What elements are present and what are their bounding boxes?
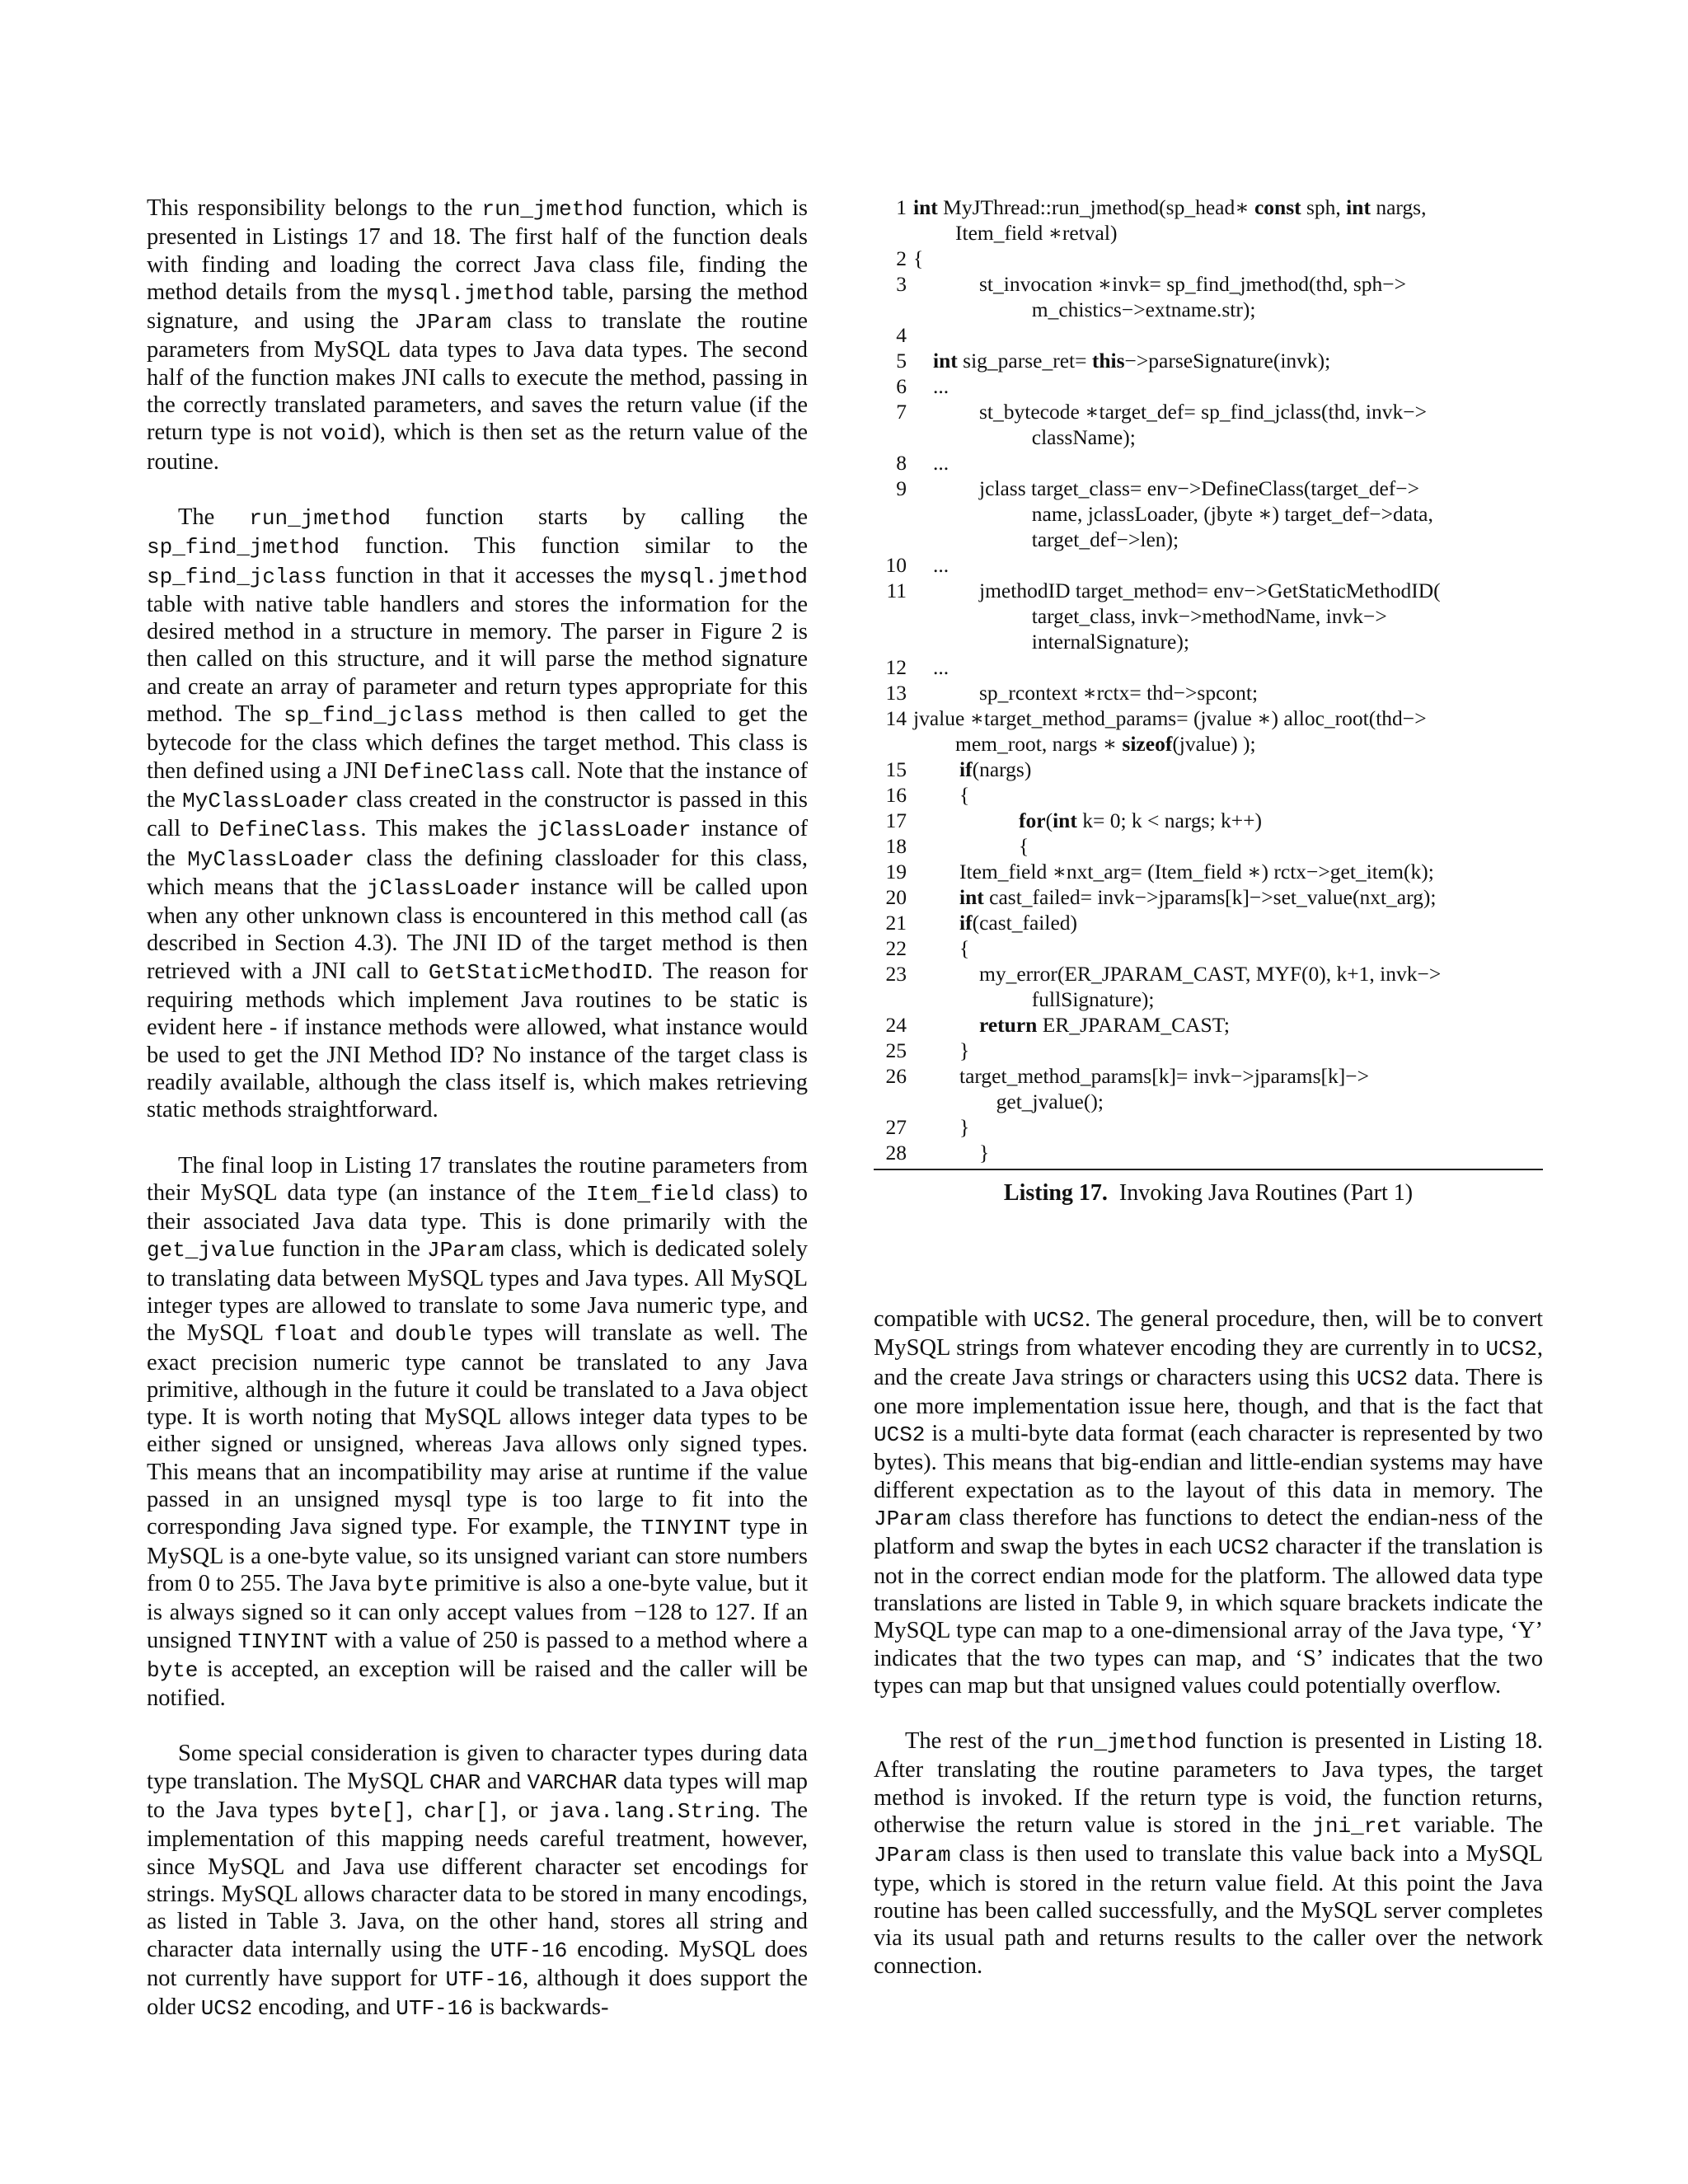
line-number: 14 <box>885 706 907 730</box>
inline-code: byte[] <box>329 1799 407 1825</box>
line-number: 18 <box>885 834 907 858</box>
code-line <box>874 373 1543 399</box>
right-column <box>874 194 1543 2008</box>
code-text: } <box>979 1141 990 1165</box>
code-line <box>874 271 1543 322</box>
code-text: sp_rcontext ∗rctx= thd−>spcont; <box>979 681 1259 705</box>
code-text: ... <box>933 553 950 577</box>
code-text: } <box>959 1115 970 1139</box>
inline-code: MyClassLoader <box>182 788 349 813</box>
code-text: } <box>959 1038 970 1062</box>
inline-code: jClassLoader <box>366 875 521 901</box>
code-text: jclass target_class= env−>DefineClass(target_def−> name, jclassLoader, (jbyte ∗) target_def−>data, target_def−>len); <box>979 476 1433 551</box>
line-number: 28 <box>885 1141 907 1165</box>
inline-code: MyClassLoader <box>187 846 355 872</box>
code-line <box>874 1012 1543 1038</box>
code-line <box>874 1063 1543 1114</box>
line-number: 17 <box>885 808 907 832</box>
inline-code: sp_find_jclass <box>147 564 327 589</box>
line-number: 3 <box>896 272 907 296</box>
line-number: 15 <box>885 757 907 781</box>
inline-code: JParam <box>874 1843 951 1868</box>
line-number: 22 <box>885 936 907 960</box>
inline-code: mysql.jmethod <box>640 564 808 589</box>
line-number: 19 <box>885 860 907 883</box>
inline-code: byte <box>377 1572 429 1597</box>
inline-code: char[] <box>424 1799 501 1825</box>
code-line <box>874 833 1543 859</box>
code-text: { <box>913 246 924 270</box>
code-text: jvalue ∗target_method_params= (jvalue ∗) alloc_root(thd−> mem_root, nargs ∗ sizeof(jvalue) ); <box>913 706 1427 756</box>
left-column <box>147 194 808 2050</box>
code-text <box>907 322 1543 348</box>
inline-code: Item_field <box>586 1181 715 1207</box>
line-number: 16 <box>885 783 907 807</box>
listing-caption-label: Listing 17. <box>1003 1180 1108 1206</box>
line-number: 21 <box>885 911 907 935</box>
line-number: 26 <box>885 1064 907 1088</box>
inline-code: jClassLoader <box>537 818 692 843</box>
code-text: st_bytecode ∗target_def= sp_find_jclass(thd, invk−> className); <box>979 400 1427 449</box>
code-line <box>874 1038 1543 1063</box>
code-line <box>874 246 1543 271</box>
code-line <box>874 680 1543 705</box>
inline-code: UCS2 <box>200 1996 253 2022</box>
inline-code: UCS2 <box>1485 1337 1537 1362</box>
code-text: ... <box>933 451 950 475</box>
code-line <box>874 1114 1543 1140</box>
listing-rule <box>874 1169 1543 1170</box>
code-text: ... <box>933 374 950 398</box>
code-text: { <box>959 936 970 960</box>
code-line <box>874 450 1543 476</box>
code-line <box>874 705 1543 757</box>
code-text: int cast_failed= invk−>jparams[k]−>set_value(nxt_arg); <box>959 885 1437 909</box>
line-number: 10 <box>885 553 907 577</box>
paragraph: Some special consideration is given to character types during data type translation. The MySQL CHAR and VARCHAR data types will map to the Java types byte[], char[], or java.lang.String. The implementation of this mapping needs careful treatment, however, since MySQL and Java use different character set encodings for strings. MySQL allows character data to be stored in many encodings, as listed in Table 3. Java, on the other hand, stores all string and character data internally using the UTF-16 encoding. MySQL does not currently have support for UTF-16, although it does support the older UCS2 encoding, and UTF-16 is backwards- <box>147 1741 808 2022</box>
inline-code: jni_ret <box>1312 1814 1403 1840</box>
code-line <box>874 654 1543 680</box>
inline-code: DefineClass <box>383 759 525 785</box>
code-line <box>874 808 1543 833</box>
paragraph: The rest of the run_jmethod function is presented in Listing 18. After translating the routine parameters to Java types, the target method is invoked. If the return type is void, the function returns, otherwise the return value is stored in the jni_ret variable. The JParam class is then used to translate this value back into a MySQL type, which is stored in the return value field. At this point the Java routine has been called successfully, and the MySQL server completes via its usual path and returns results to the caller over the network connection. <box>874 1728 1544 1979</box>
code-line <box>874 884 1543 910</box>
inline-code: VARCHAR <box>527 1769 617 1795</box>
code-line <box>874 782 1543 808</box>
inline-code: DefineClass <box>218 818 361 843</box>
inline-code: UTF-16 <box>445 1966 523 1992</box>
inline-code: get_jvalue <box>147 1238 276 1263</box>
inline-code: float <box>274 1322 339 1347</box>
inline-code: sp_find_jclass <box>284 703 464 729</box>
line-number: 6 <box>896 374 907 398</box>
listing-caption <box>874 1180 1543 1207</box>
inline-code: run_jmethod <box>481 197 624 222</box>
code-text: target_method_params[k]= invk−>jparams[k]−> get_jvalue(); <box>959 1064 1370 1113</box>
code-listing <box>874 194 1543 1165</box>
line-number: 27 <box>885 1115 907 1139</box>
paragraph: This responsibility belongs to the run_jmethod function, which is presented in Listings 17 and 18. The first half of the function deals with finding and loading the correct Java class file, finding the method details from the mysql.jmethod table, parsing the method signature, and using the JParam class to translate the routine parameters from MySQL data types to Java data types. The second half of the function makes JNI calls to execute the method, passing in the correctly translated parameters, and saves the return value (if the return type is not void), which is then set as the return value of the routine. <box>147 195 808 475</box>
code-text: st_invocation ∗invk= sp_find_jmethod(thd, sph−> m_chistics−>extname.str); <box>979 272 1407 321</box>
code-line <box>874 1140 1543 1165</box>
code-text: for(int k= 0; k < nargs; k++) <box>1019 808 1263 832</box>
line-number: 13 <box>885 681 907 705</box>
inline-code: UTF-16 <box>396 1996 473 2022</box>
line-number: 1 <box>896 195 907 219</box>
inline-code: JParam <box>874 1507 951 1532</box>
line-number: 11 <box>886 579 907 602</box>
code-line <box>874 578 1543 654</box>
code-text: jmethodID target_method= env−>GetStaticMethodID( target_class, invk−>methodName, invk−> internalSignature); <box>979 579 1441 654</box>
line-number: 8 <box>896 451 907 475</box>
code-text: if(nargs) <box>959 757 1032 781</box>
inline-code: JParam <box>426 1238 504 1263</box>
line-number: 9 <box>896 476 907 500</box>
inline-code: mysql.jmethod <box>387 280 555 306</box>
code-line <box>874 194 1543 246</box>
inline-code: UCS2 <box>1217 1535 1270 1561</box>
inline-code: GetStaticMethodID <box>428 959 648 985</box>
line-number: 5 <box>896 349 907 373</box>
inline-code: UCS2 <box>874 1422 926 1448</box>
inline-code: void <box>320 421 373 447</box>
inline-code: TINYINT <box>640 1516 731 1541</box>
line-number: 12 <box>885 655 907 679</box>
code-text: ... <box>933 655 950 679</box>
code-line <box>874 961 1543 1012</box>
line-number: 25 <box>885 1038 907 1062</box>
line-number: 2 <box>896 246 907 270</box>
inline-code: double <box>395 1322 472 1347</box>
code-line <box>874 757 1543 782</box>
code-line <box>874 322 1543 348</box>
code-line <box>874 552 1543 578</box>
inline-code: UCS2 <box>1356 1366 1409 1391</box>
code-line <box>874 935 1543 961</box>
inline-code: UTF-16 <box>490 1938 568 1963</box>
code-text: int MyJThread::run_jmethod(sp_head∗ const sph, int nargs, Item_field ∗retval) <box>913 195 1427 245</box>
inline-code: TINYINT <box>237 1629 328 1654</box>
paragraph: The final loop in Listing 17 translates the routine parameters from their MySQL data type (an instance of the Item_field class) to their associated Java data type. This is done primarily with the get_jvalue function in the JParam class, which is dedicated solely to translating data between MySQL types and Java types. All MySQL integer types are allowed to translate to some Java numeric type, and the MySQL float and double types will translate as well. The exact precision numeric type cannot be translated to any Java primitive, although in the future it could be translated to a Java object type. It is worth noting that MySQL allows integer data types to be either signed or unsigned, whereas Java allows only signed types. This means that an incompatibility may arise at runtime if the value passed in an unsigned mysql type is too large to fit into the corresponding Java signed type. For example, the TINYINT type in MySQL is a one-byte value, so its unsigned variant can store numbers from 0 to 255. The Java byte primitive is also a one-byte value, but it is always signed so it can only accept values from −128 to 127. If an unsigned TINYINT with a value of 250 is passed to a method where a byte is accepted, an exception will be raised and the caller will be notified. <box>147 1152 808 1712</box>
inline-code: run_jmethod <box>1055 1730 1198 1755</box>
code-text: { <box>1019 834 1029 858</box>
code-text: return ER_JPARAM_CAST; <box>979 1013 1230 1037</box>
line-number: 23 <box>885 962 907 986</box>
code-line <box>874 859 1543 884</box>
code-text: { <box>959 783 970 807</box>
inline-code: java.lang.String <box>548 1799 755 1825</box>
inline-code: CHAR <box>429 1769 481 1795</box>
code-text: int sig_parse_ret= this−>parseSignature(invk); <box>933 349 1331 373</box>
listing-caption-text: Invoking Java Routines (Part 1) <box>1118 1180 1414 1206</box>
inline-code: UCS2 <box>1033 1308 1085 1333</box>
code-line <box>874 399 1543 450</box>
paragraph: compatible with UCS2. The general procedure, then, will be to convert MySQL strings from whatever encoding they are currently in to UCS2, and the create Java strings or characters using this UCS2 data. There is one more implementation issue here, though, and that is the fact that UCS2 is a multi-byte data format (each character is represented by two bytes). This means that big-endian and little-endian systems may have different expectation as to the layout of this data in memory. The JParam class therefore has functions to detect the endian-ness of the platform and swap the bytes in each UCS2 character if the translation is not in the correct endian mode for the platform. The allowed data type translations are listed in Table 9, in which square brackets indicate the MySQL type can map to a one-dimensional array of the Java type, ‘Y’ indicates that the two types can map, and ‘S’ indicates that the two types can map but that unsigned values could potentially overflow. <box>874 1306 1543 1699</box>
code-text: Item_field ∗nxt_arg= (Item_field ∗) rctx−>get_item(k); <box>959 860 1434 883</box>
code-line <box>874 348 1543 373</box>
line-number: 20 <box>885 885 907 909</box>
code-text: if(cast_failed) <box>959 911 1078 935</box>
inline-code: run_jmethod <box>249 505 391 531</box>
inline-code: byte <box>147 1657 199 1683</box>
line-number: 24 <box>885 1013 907 1037</box>
code-line <box>874 910 1543 935</box>
line-number: 4 <box>896 323 907 347</box>
paragraph: The run_jmethod function starts by calling the sp_find_jmethod function. This function similar to the sp_find_jclass function in that it accesses the mysql.jmethod table with native table handlers and stores the information for the desired method in a structure in memory. The parser in Figure 2 is then called on this structure, and it will parse the method signature and create an array of parameter and return types appropriate for this method. The sp_find_jclass method is then called to get the bytecode for the class which defines the target method. This class is then defined using a JNI DefineClass call. Note that the instance of the MyClassLoader class created in the constructor is passed in this call to DefineClass. This makes the jClassLoader instance of the MyClassLoader class the defining classloader for this class, which means that the jClassLoader instance will be called upon when any other unknown class is encountered in this method call (as described in Section 4.3). The JNI ID of the target method is then retrieved with a JNI call to GetStaticMethodID. The reason for requiring methods which implement Java routines to be static is evident here - if instance methods were allowed, what instance would be used to get the JNI Method ID? No instance of the target class is readily available, although the class itself is, which makes retrieving static methods straightforward. <box>147 504 809 1123</box>
inline-code: sp_find_jmethod <box>147 535 340 560</box>
line-number: 7 <box>896 400 907 424</box>
code-line <box>874 476 1543 552</box>
inline-code: JParam <box>414 310 492 335</box>
code-text: my_error(ER_JPARAM_CAST, MYF(0), k+1, invk−> fullSignature); <box>979 962 1442 1011</box>
